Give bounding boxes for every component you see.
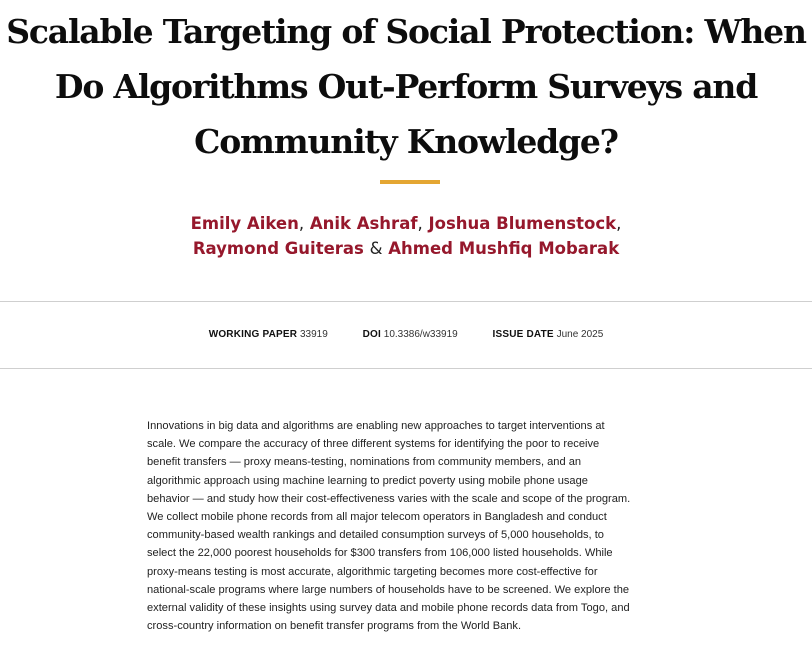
- issue-date-value: June 2025: [556, 329, 604, 340]
- abstract-line: behavior — and study how their cost-effectiveness varies with the scale and scope of the program.: [147, 492, 631, 505]
- author-line: [0, 211, 812, 236]
- author-link-joshua-blumenstock[interactable]: Joshua Blumenstock: [428, 214, 617, 233]
- abstract-line: We collect mobile phone records from all major telecom operators in Bangladesh and conduct: [147, 511, 607, 524]
- working-paper-meta: [209, 328, 328, 342]
- author-ampersand: &: [369, 239, 383, 258]
- doi-value: 10.3386/w33919: [383, 329, 458, 340]
- title-accent-divider: [380, 180, 440, 184]
- author-link-raymond-guiteras[interactable]: Raymond Guiteras: [192, 239, 364, 258]
- abstract-line: proxy-means testing is most accurate, algorithmic targeting becomes more cost-effective for: [147, 565, 598, 578]
- author-link-anik-ashraf[interactable]: Anik Ashraf: [309, 214, 418, 233]
- working-paper-number: 33919: [300, 329, 328, 340]
- abstract-line: cross-country information on benefit transfer programs from the World Bank.: [147, 620, 522, 633]
- issue-date-label: ISSUE DATE: [492, 329, 554, 340]
- author-link-ahmed-mushfiq-mobarak[interactable]: Ahmed Mushfiq Mobarak: [388, 239, 620, 258]
- abstract-line: select the 22,000 poorest households for $300 transfers from 106,000 listed households. While: [147, 547, 613, 560]
- meta-divider-top: [0, 301, 812, 302]
- paper-metadata: [0, 328, 812, 342]
- working-paper-label: WORKING PAPER: [208, 329, 298, 340]
- author-line: [0, 236, 812, 261]
- abstract-line: scale. We compare the accuracy of three different systems for identifying the poor to receive: [147, 438, 600, 451]
- abstract-line: benefit transfers — proxy means-testing, nominations from community members, and an: [147, 456, 582, 469]
- issue-date-meta: [493, 328, 604, 342]
- meta-divider-bottom: [0, 368, 812, 369]
- paper-title-line: Do Algorithms Out-Perform Surveys and: [54, 67, 758, 106]
- author-separator: ,: [616, 214, 622, 233]
- abstract-line: algorithmic approach using machine learning to predict poverty using mobile phone usage: [147, 474, 588, 487]
- author-separator: ,: [298, 214, 305, 233]
- author-list: [0, 211, 812, 261]
- author-separator: ,: [417, 214, 423, 233]
- abstract: [147, 417, 687, 635]
- abstract-line: external validity of these insights using survey data and mobile phone records data from Togo, and: [147, 602, 630, 615]
- doi-label: DOI: [362, 329, 381, 340]
- paper-title: [0, 4, 812, 169]
- abstract-line: national-scale programs where large numbers of households have to be screened. We explore the: [147, 583, 630, 596]
- abstract-line: community-based wealth rankings and detailed consumption surveys of 5,000 households, to: [147, 529, 604, 542]
- doi-meta: [363, 328, 458, 342]
- abstract-line: Innovations in big data and algorithms are enabling new approaches to target interventions at: [147, 420, 605, 432]
- author-link-emily-aiken[interactable]: Emily Aiken: [190, 214, 299, 233]
- paper-title-line: Community Knowledge?: [194, 122, 618, 161]
- paper-title-line: Scalable Targeting of Social Protection: When: [6, 12, 806, 51]
